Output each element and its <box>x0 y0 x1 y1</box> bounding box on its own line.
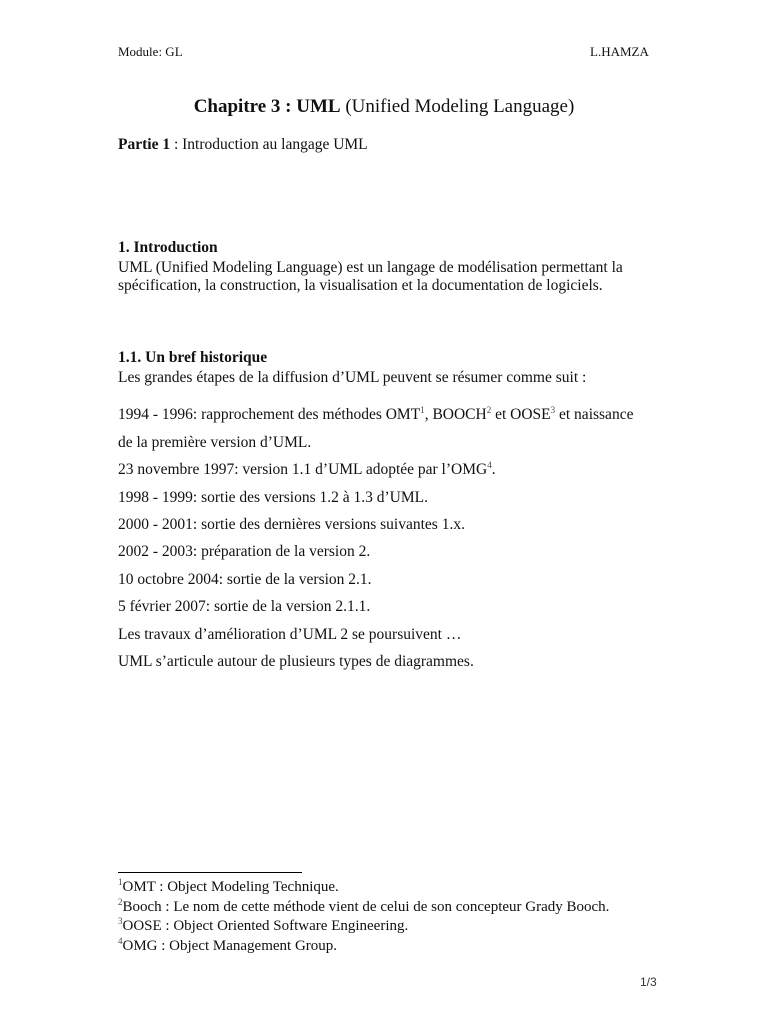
footnote-ref-1: 1 <box>420 404 425 415</box>
footnote-ref-2: 2 <box>486 404 492 415</box>
timeline-line: UML s’articule autour de plusieurs types de diagrammes. <box>118 653 474 670</box>
part-title <box>118 136 368 154</box>
footnote-1 <box>118 879 339 896</box>
footnote-number: 3 <box>118 916 123 926</box>
section-1-1-heading: 1.1. Un bref historique <box>118 349 268 366</box>
footnote-ref-4: 4 <box>487 459 492 470</box>
chapter-title <box>0 96 768 118</box>
section-1-line-1: UML (Unified Modeling Language) est un langage de modélisation permettant la <box>118 259 623 276</box>
timeline-line: 1998 - 1999: sortie des versions 1.2 à 1.3 d’UML. <box>118 489 428 506</box>
timeline-text: 23 novembre 1997: version 1.1 d’UML adoptée par l’OMG <box>118 461 488 478</box>
part-title-bold: Partie 1 <box>118 136 171 153</box>
timeline-text: 1994 - 1996: rapprochement des méthodes OMT <box>118 406 421 423</box>
chapter-title-bold: Chapitre 3 : UML <box>193 96 341 117</box>
timeline-text: , BOOCH <box>424 406 487 423</box>
timeline-line <box>118 406 633 424</box>
footnote-number: 1 <box>118 877 123 887</box>
timeline-line: 2000 - 2001: sortie des dernières versions suivantes 1.x. <box>118 516 465 533</box>
timeline-text: et OOSE <box>491 406 551 423</box>
header-module: Module: GL <box>118 44 183 59</box>
page-number: 1/3 <box>640 975 657 989</box>
timeline-line: 2002 - 2003: préparation de la version 2. <box>118 543 371 560</box>
section-1-1-intro: Les grandes étapes de la diffusion d’UML peuvent se résumer comme suit : <box>118 369 587 386</box>
timeline-line: Les travaux d’amélioration d’UML 2 se poursuivent … <box>118 626 462 643</box>
footnote-ref-3: 3 <box>550 404 556 415</box>
footnote-text: OMT : Object Modeling Technique. <box>122 879 339 895</box>
footnote-separator <box>118 872 302 873</box>
chapter-title-rest: (Unified Modeling Language) <box>340 96 575 117</box>
footnote-number: 2 <box>118 897 123 907</box>
header-author: L.HAMZA <box>590 44 649 59</box>
footnote-2 <box>118 899 609 916</box>
timeline-text: et naissance <box>555 406 634 423</box>
footnote-text: OOSE : Object Oriented Software Engineering. <box>122 918 409 934</box>
footnote-number: 4 <box>118 936 123 946</box>
timeline-line: 5 février 2007: sortie de la version 2.1.1. <box>118 598 371 615</box>
timeline-line <box>118 461 496 479</box>
footnote-4 <box>118 938 337 955</box>
section-1-line-2: spécification, la construction, la visualisation et la documentation de logiciels. <box>118 277 603 294</box>
timeline-line: de la première version d’UML. <box>118 434 312 451</box>
footnote-3 <box>118 918 408 935</box>
footnote-text: Booch : Le nom de cette méthode vient de celui de son concepteur Grady Booch. <box>122 899 610 915</box>
timeline-line: 10 octobre 2004: sortie de la version 2.1. <box>118 571 372 588</box>
footnote-text: OMG : Object Management Group. <box>122 938 338 954</box>
timeline-text: . <box>491 461 496 478</box>
part-title-rest: : Introduction au langage UML <box>170 136 368 153</box>
section-1-heading: 1. Introduction <box>118 239 218 256</box>
